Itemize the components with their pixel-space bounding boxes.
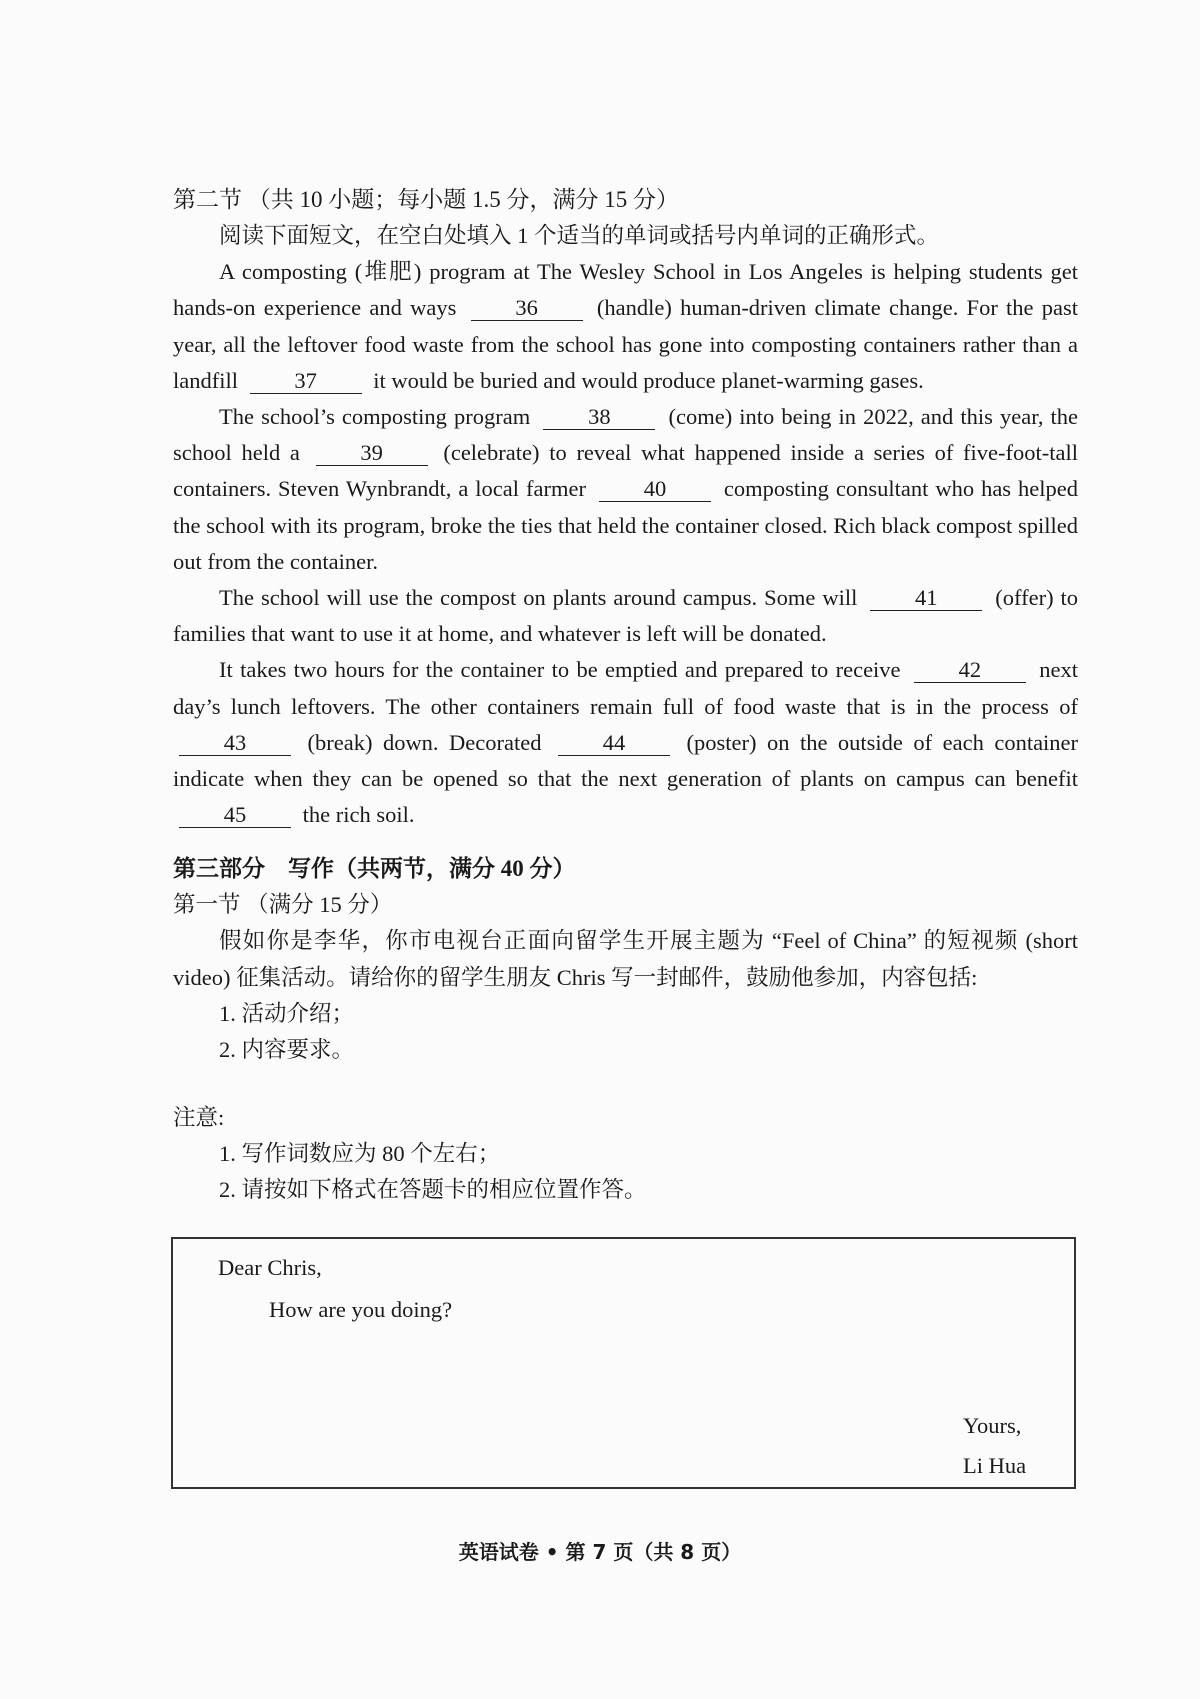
passage-text: (poster) on the outside of each container indicate when they can be opened so that the next generation of plants on campus can benefit [173,729,1079,792]
blank-40: 40 [599,477,711,502]
writing-prompt: 假如你是李华，你市电视台正面向留学生开展主题为 “Feel of China” 的短视频 (short video) 征集活动。请给你的留学生朋友 Chris 写一封邮件，鼓励他参加，内容包括: [173,928,1078,990]
letter-closing: Yours, [963,1413,1022,1438]
blank-43: 43 [179,731,291,756]
passage-text: It takes two hours for the container to be emptied and prepared to receive [219,657,901,683]
letter-greeting: Dear Chris, [218,1255,322,1280]
passage-text: composting consultant who has helped the school with its program, broke the ties that held the container closed. Rich black compost spilled out from the container. [173,476,1079,574]
passage-paragraph-1 [173,254,1078,399]
passage-text: (offer) to families that want to use it at home, and whatever is left will be donated. [173,585,1079,647]
blank-39: 39 [316,441,428,466]
blank-41: 41 [870,586,982,611]
blank-44: 44 [558,731,670,756]
passage-text: (celebrate) to reveal what happened inside a series of five-foot-tall containers. Steven Wynbrandt, a local farmer [173,440,1079,502]
passage-text: next day’s lunch leftovers. The other containers remain full of food waste that is in the process of [173,657,1079,719]
passage-paragraph-2 [173,399,1078,580]
passage-text: (handle) human-driven climate change. For the past year, all the leftover food waste from the school has gone into composting containers rather than a landfill [173,295,1079,393]
page-footer: 英语试卷 • 第 7 页（共 8 页） [458,1540,742,1564]
passage-text: A composting (堆肥) program at The Wesley School in Los Angeles is helping students get hands-on experience and ways [173,259,1078,321]
part3-heading: 第三部分 写作（共两节，满分 40 分） [173,856,576,882]
spacer [173,1068,1078,1100]
passage-paragraph-4 [173,652,1078,833]
notes-label: 注意: [173,1104,225,1130]
section2-heading: 第二节 （共 10 小题；每小题 1.5 分，满分 15 分） [173,187,679,212]
section2-instruction: 阅读下面短文，在空白处填入 1 个适当的单词或括号内单词的正确形式。 [219,223,940,248]
spacer [173,833,1078,851]
note-item: 2. 请按如下格式在答题卡的相应位置作答。 [219,1176,647,1202]
blank-37: 37 [250,369,362,394]
prompt-item: 1. 活动介绍； [219,1000,355,1026]
prompt-item: 2. 内容要求。 [219,1036,355,1062]
letter-opening: How are you doing? [269,1297,453,1322]
letter-signature: Li Hua [963,1453,1027,1478]
passage-text: the rich soil. [302,802,415,828]
part3-sub-heading: 第一节 （满分 15 分） [173,892,393,918]
content-area [173,182,1078,1208]
passage-text: The school will use the compost on plants around campus. Some will [219,585,858,611]
passage-text: (break) down. Decorated [307,729,542,755]
blank-38: 38 [543,405,655,430]
passage-text: (come) into being in 2022, and this year, the school held a [173,404,1079,466]
blank-45: 45 [179,803,291,828]
passage-paragraph-3 [173,580,1078,652]
passage-text: The school’s composting program [219,404,531,430]
blank-36: 36 [471,296,583,321]
letter-format-box [171,1237,1076,1489]
passage-text: it would be buried and would produce planet-warming gases. [373,367,924,393]
note-item: 1. 写作词数应为 80 个左右； [219,1140,501,1166]
blank-42: 42 [914,658,1026,683]
